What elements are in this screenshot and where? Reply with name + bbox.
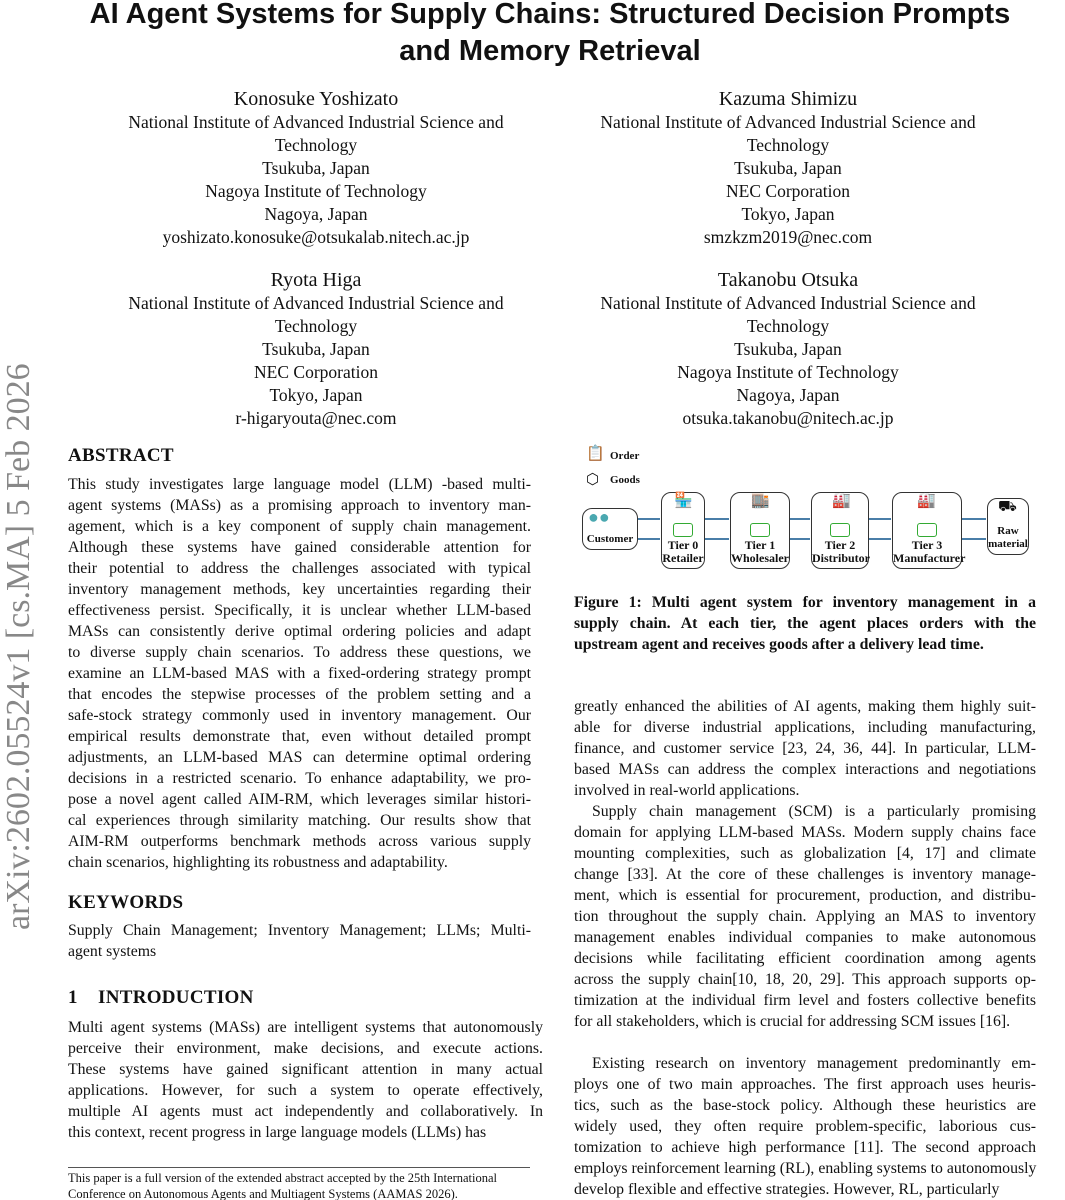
author-affiliation-line: yoshizato.konosuke@otsukalab.nitech.ac.jp <box>162 227 470 247</box>
text-line: adjustments, an LLM-based MAS can determine optimal ordering <box>68 749 531 766</box>
customer-icon: ●● <box>588 507 610 527</box>
order-arrow <box>638 518 660 520</box>
text-line: inventory management methods, key uncertainties regarding their <box>68 581 531 598</box>
tier-label: Tier 0 <box>667 538 699 552</box>
footnote-line: Conference on Autonomous Agents and Multiagent Systems (AAMAS 2026). <box>68 1187 458 1200</box>
text-line: involved in real-world applications. <box>574 782 800 799</box>
author-block <box>548 269 1028 430</box>
goods-arrow <box>962 538 986 540</box>
tier-role: Wholesaler <box>731 551 789 565</box>
text-line: applications. However, for such a system to operate effectively, <box>68 1082 543 1099</box>
abstract-heading: ABSTRACT <box>68 445 174 466</box>
author-affiliation-line: National Institute of Advanced Industrial Science and <box>128 293 504 313</box>
text-line: widely used, they often require problem-specific, laborious cus- <box>574 1118 1036 1135</box>
order-clipboard-icon: 📋 <box>586 446 605 462</box>
author-name: Takanobu Otsuka <box>717 269 859 291</box>
caption-line: upstream agent and receives goods after a delivery lead time. <box>574 636 984 653</box>
author-affiliation-line: Tokyo, Japan <box>269 385 363 405</box>
raw-label: Raw <box>997 525 1019 537</box>
text-line: to diverse supply chain scenarios. To address these questions, we <box>68 644 531 661</box>
keywords-text <box>68 920 531 962</box>
goods-arrow <box>790 538 810 540</box>
goods-box-icon: ⬡ <box>586 472 600 488</box>
customer-node <box>582 508 638 550</box>
author-affiliation-line: smzkzm2019@nec.com <box>703 227 873 247</box>
order-arrow <box>790 518 810 520</box>
text-line: effectiveness persist. Specifically, it is unclear whether LLM-based <box>68 602 531 619</box>
author-affiliation-line: otsuka.takanobu@nitech.ac.jp <box>682 408 894 428</box>
raw-material-node <box>987 498 1029 555</box>
text-line: agement, which is a key component of supply chain management. <box>68 518 531 535</box>
agent-robot-icon <box>917 523 937 537</box>
introduction-heading: 1 INTRODUCTION <box>68 987 254 1008</box>
text-line: timization at the individual firm level and fosters collective benefits <box>574 992 1036 1009</box>
author-affiliation-line: Nagoya Institute of Technology <box>677 362 899 382</box>
author-affiliation-line: NEC Corporation <box>726 181 850 201</box>
tier-node <box>811 492 869 569</box>
text-line: Existing research on inventory management predominantly em- <box>592 1055 1036 1072</box>
text-line: multiple AI agents must act independently and collaboratively. In <box>68 1103 543 1120</box>
introduction-text <box>68 1017 543 1143</box>
text-line: examine an LLM-based MAS with a fixed-ordering strategy prompt <box>68 665 531 682</box>
tier-label: Tier 1 <box>744 538 776 552</box>
text-line: management enables individual companies to make autonomous <box>574 929 1036 946</box>
text-line: change [33]. At the core of these challenges is inventory manage- <box>574 866 1036 883</box>
raw-material-icon: ⛟ <box>998 499 1017 515</box>
text-line: tion throughout the supply chain. Applying an MAS to inventory <box>574 908 1036 925</box>
agent-robot-icon <box>830 523 850 537</box>
introduction-continued-text <box>574 696 1036 1200</box>
text-line: mounting complexities, such as globalization [4, 17] and climate <box>574 845 1036 862</box>
tier-role: Retailer <box>662 551 704 565</box>
legend-order: Order <box>610 450 640 462</box>
text-line: Supply chain management (SCM) is a particularly promising <box>592 803 1036 820</box>
author-block <box>76 88 556 249</box>
agent-robot-icon <box>750 523 770 537</box>
text-line: this context, recent progress in large language models (LLMs) has <box>68 1124 487 1141</box>
text-line: employs reinforcement learning (RL), enabling systems to autonomously <box>574 1160 1037 1177</box>
order-arrow <box>705 518 729 520</box>
warehouse-icon: 🏬 <box>751 493 770 509</box>
store-icon: 🏪 <box>674 493 693 509</box>
figure-supply-chain-diagram <box>578 440 1038 575</box>
author-affiliation-line: r-higaryouta@nec.com <box>235 408 397 428</box>
keywords-heading: KEYWORDS <box>68 892 184 913</box>
arxiv-identifier: arXiv:2602.05524v1 [cs.MA] 5 Feb 2026 <box>0 363 37 930</box>
text-line: greatly enhanced the abilities of AI agents, making them highly suit- <box>574 698 1036 715</box>
raw-label: material <box>988 538 1028 550</box>
paper-title <box>0 0 1065 70</box>
text-line: Supply Chain Management; Inventory Management; LLMs; Multi- <box>68 922 531 939</box>
author-affiliation-line: Technology <box>274 316 358 336</box>
tier-role: Distributor <box>812 551 870 565</box>
author-affiliation-line: Tsukuba, Japan <box>734 158 842 178</box>
text-line: tics, such as the base-stock policy. Although these heuristics are <box>574 1097 1036 1114</box>
goods-arrow <box>869 538 891 540</box>
author-affiliation-line: Tsukuba, Japan <box>262 339 370 359</box>
text-line: This study investigates large language model (LLM) -based multi- <box>68 476 531 493</box>
text-line: empirical results demonstrate that, even without detailed prompt <box>68 728 531 745</box>
order-arrow <box>869 518 891 520</box>
text-line: develop flexible and effective strategies. However, RL, particularly <box>574 1181 1000 1198</box>
author-affiliation-line: Nagoya, Japan <box>264 204 368 224</box>
text-line: safe-stock strategy commonly used in inventory management. Our <box>68 707 531 724</box>
tier-label: Tier 3 <box>911 538 943 552</box>
author-name: Kazuma Shimizu <box>718 88 858 110</box>
author-affiliation-line: Tsukuba, Japan <box>262 158 370 178</box>
order-arrow <box>962 518 986 520</box>
author-block <box>76 269 556 430</box>
author-affiliation-line: Technology <box>274 135 358 155</box>
footnote <box>68 1167 530 1200</box>
factory-icon: 🏭 <box>917 493 936 509</box>
text-line: finance, and customer service [23, 24, 36, 44]. In particular, LLM- <box>574 740 1036 757</box>
tier-role: Manufacturer <box>893 551 966 565</box>
author-affiliation-line: NEC Corporation <box>254 362 378 382</box>
text-line: decisions while facilitating efficient coordination among agents <box>574 950 1036 967</box>
text-line: that encodes the stepwise processes of the problem setting and a <box>68 686 531 703</box>
text-line: pose a novel agent called AIM-RM, which leverages similar histori- <box>68 791 531 808</box>
text-line: agent systems <box>68 943 157 960</box>
goods-arrow <box>638 538 660 540</box>
author-affiliation-line: Tsukuba, Japan <box>734 339 842 359</box>
author-affiliation-line: National Institute of Advanced Industrial Science and <box>128 112 504 132</box>
text-line: domain for applying LLM-based MASs. Modern supply chains face <box>574 824 1036 841</box>
text-line: decisions in a restricted scenario. To enhance adaptability, we pro- <box>68 770 531 787</box>
goods-arrow <box>705 538 729 540</box>
caption-line: Figure 1: Multi agent system for inventory management in a <box>574 594 1036 611</box>
text-line: based MASs can address the complex interactions and negotiations <box>574 761 1036 778</box>
title-line: and Memory Retrieval <box>399 35 701 67</box>
figure-caption <box>574 592 1036 655</box>
abstract-text <box>68 474 531 873</box>
text-line: ment, which is essential for procurement, production, and distribu- <box>574 887 1036 904</box>
text-line: Although these systems have gained considerable attention for <box>68 539 531 556</box>
author-name: Konosuke Yoshizato <box>233 88 399 110</box>
distribution-center-icon: 🏭 <box>832 493 851 509</box>
tier-node <box>892 492 966 569</box>
text-line: for all stakeholders, which is crucial for addressing SCM issues [16]. <box>574 1013 1011 1030</box>
tier-node <box>730 492 790 569</box>
author-name: Ryota Higa <box>270 269 362 291</box>
author-affiliation-line: Nagoya Institute of Technology <box>205 181 427 201</box>
footnote-line: This paper is a full version of the extended abstract accepted by the 25th International <box>68 1171 498 1185</box>
author-affiliation-line: National Institute of Advanced Industrial Science and <box>600 293 976 313</box>
text-line: their potential to address the challenges associated with typical <box>68 560 531 577</box>
author-affiliation-line: Technology <box>746 316 830 336</box>
text-line: tomization to achieve high performance [11]. The second approach <box>574 1139 1036 1156</box>
legend-goods: Goods <box>610 474 640 486</box>
text-line: AIM-RM outperforms benchmark methods across various supply <box>68 833 531 850</box>
author-block <box>548 88 1028 249</box>
text-line: across the supply chain[10, 18, 20, 29]. This approach supports op- <box>574 971 1036 988</box>
agent-robot-icon <box>673 523 693 537</box>
tier-node <box>661 492 705 569</box>
tier-label: Tier 2 <box>824 538 856 552</box>
text-line: These systems have gained significant attention in many actual <box>68 1061 543 1078</box>
author-affiliation-line: National Institute of Advanced Industrial Science and <box>600 112 976 132</box>
caption-line: supply chain. At each tier, the agent places orders with the <box>574 615 1036 632</box>
author-affiliation-line: Nagoya, Japan <box>736 385 840 405</box>
text-line: MASs can consistently derive optimal ordering policies and adapt <box>68 623 531 640</box>
text-line: perceive their environment, make decisions, and execute actions. <box>68 1040 543 1057</box>
text-line: Multi agent systems (MASs) are intelligent systems that autonomously <box>68 1019 543 1036</box>
author-affiliation-line: Technology <box>746 135 830 155</box>
customer-label: Customer <box>586 533 634 545</box>
text-line: agent systems (MASs) as a promising approach to inventory man- <box>68 497 531 514</box>
text-line: ploys one of two main approaches. The first approach uses heuris- <box>574 1076 1036 1093</box>
text-line: able for diverse industrial applications, including manufacturing, <box>574 719 1036 736</box>
text-line: cal experiences through similarity matching. Our results show that <box>68 812 531 829</box>
author-affiliation-line: Tokyo, Japan <box>741 204 835 224</box>
title-line: AI Agent Systems for Supply Chains: Structured Decision Prompts <box>89 0 1011 30</box>
text-line: chain scenarios, highlighting its robustness and adaptability. <box>68 854 448 871</box>
